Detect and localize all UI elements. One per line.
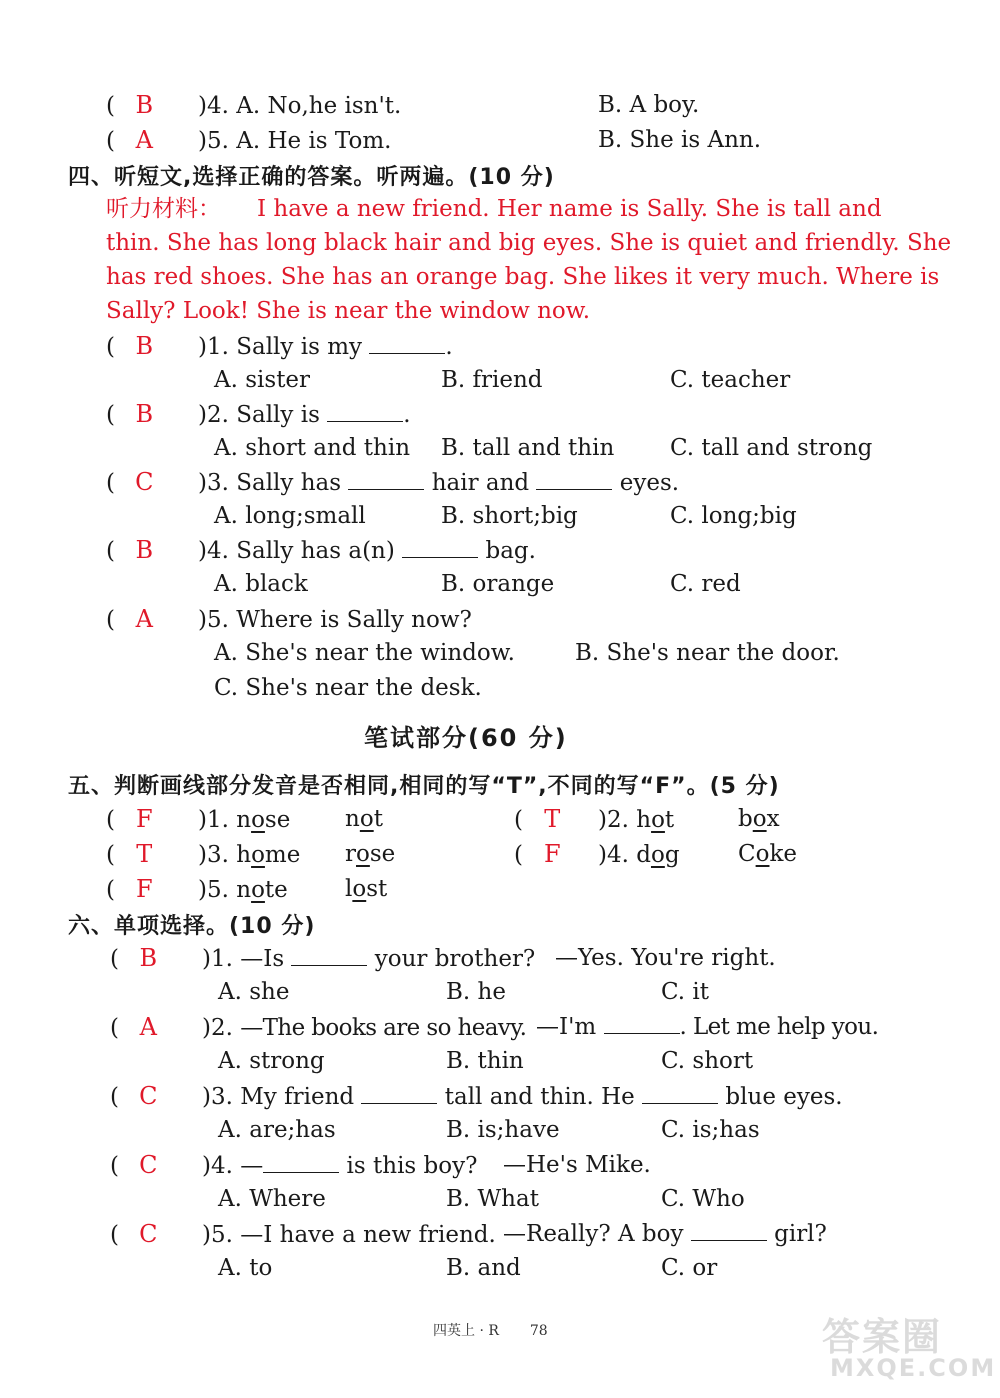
answer: T — [136, 840, 153, 868]
answer: A — [135, 605, 153, 633]
section-5-title: 五、判断画线部分发音是否相同,相同的写“T”,不同的写“F”。(5 分) — [68, 774, 780, 799]
page-footer — [433, 1320, 548, 1340]
blank — [642, 1083, 718, 1104]
sec4-q2-option-a: A. short and thin — [214, 435, 411, 461]
sec5-item-2-compare: box — [738, 806, 780, 832]
answer: C — [139, 1082, 158, 1110]
sec5-item-5: ( F )5. note — [106, 875, 288, 903]
sec6-q1-option-a: A. she — [218, 979, 290, 1005]
sec6-q4: ( C )4. — is this boy? — [110, 1151, 478, 1179]
sec5-item-4-compare: Coke — [738, 841, 798, 867]
sec6-q5-reply: —Really? A boy girl? — [503, 1221, 827, 1247]
answer: B — [135, 400, 154, 428]
sec6-q5-option-b: B. and — [446, 1255, 521, 1281]
answer: B — [135, 536, 154, 564]
sec4-q3: ( C )3. Sally has hair and eyes. — [106, 468, 680, 496]
sec5-item-4: ( F )4. dog — [514, 840, 680, 868]
sec6-q3: ( C )3. My friend tall and thin. He blue eyes. — [110, 1082, 843, 1110]
watermark-url: MXQE.COM — [830, 1354, 997, 1382]
sec6-q2-option-b: B. thin — [446, 1048, 524, 1074]
sec6-q5: ( C )5. —I have a new friend. — [110, 1220, 496, 1248]
sec6-q4-option-b: B. What — [446, 1186, 539, 1212]
sec5-item-2: ( T )2. hot — [514, 805, 675, 833]
answer: C — [135, 468, 154, 496]
sec6-q3-option-c: C. is;has — [661, 1117, 760, 1143]
word: note — [236, 877, 288, 903]
section-6-title: 六、单项选择。(10 分) — [68, 914, 316, 939]
sec6-q4-option-a: A. Where — [218, 1186, 326, 1212]
answer: A — [139, 1013, 157, 1041]
sec4-q5-option-c: C. She's near the desk. — [214, 675, 482, 701]
sec4-q1-option-b: B. friend — [441, 367, 543, 393]
section-4-title: 四、听短文,选择正确的答案。听两遍。(10 分) — [68, 165, 555, 190]
blank — [604, 1013, 680, 1034]
sec4-q3-option-a: A. long;small — [214, 503, 366, 529]
answer: B — [135, 91, 154, 119]
listening-line-4: Sally? Look! She is near the window now. — [106, 298, 591, 324]
sec4-q4: ( B )4. Sally has a(n) bag. — [106, 536, 536, 564]
sec4-q2-option-b: B. tall and thin — [441, 435, 615, 461]
written-part-title: 笔试部分(60 分) — [364, 724, 568, 752]
sec4-q1: ( B )1. Sally is my . — [106, 332, 453, 360]
sec4-q3-option-b: B. short;big — [441, 503, 578, 529]
answer: C — [139, 1151, 158, 1179]
answer: F — [543, 840, 561, 868]
footer-label: 四英上 · R — [433, 1323, 499, 1339]
answer: C — [139, 1220, 158, 1248]
sec6-q5-option-c: C. or — [661, 1255, 718, 1281]
answer: T — [544, 805, 561, 833]
blank — [361, 1083, 437, 1104]
word: home — [236, 842, 301, 868]
sec4-q1-option-a: A. sister — [214, 367, 311, 393]
blank — [348, 469, 424, 490]
watermark-logo: 答案圈 — [822, 1315, 943, 1359]
sec6-q2: ( A )2. —The books are so heavy. — [110, 1013, 527, 1041]
answer: F — [135, 875, 153, 903]
sec4-q1-option-c: C. teacher — [670, 367, 791, 393]
sec5-item-1-compare: not — [345, 806, 383, 832]
blank — [263, 1152, 339, 1173]
sec4-q5-option-b: B. She's near the door. — [575, 640, 840, 666]
answer: B — [135, 332, 154, 360]
sec6-q1-option-c: C. it — [661, 979, 709, 1005]
prev-q5: ( A )5. A. He is Tom. — [106, 126, 392, 154]
sec4-q3-option-c: C. long;big — [670, 503, 797, 529]
sec6-q2-reply: —I'm . Let me help you. — [536, 1014, 879, 1040]
answer: A — [135, 126, 153, 154]
word: dog — [636, 842, 680, 868]
blank — [327, 401, 403, 422]
sec6-q2-option-c: C. short — [661, 1048, 754, 1074]
prev-q4: ( B )4. A. No,he isn't. — [106, 91, 402, 119]
sec6-q4-option-c: C. Who — [661, 1186, 745, 1212]
sec6-q3-option-b: B. is;have — [446, 1117, 560, 1143]
sec5-item-3: ( T )3. home — [106, 840, 301, 868]
sec5-item-1: ( F )1. nose — [106, 805, 291, 833]
sec6-q5-option-a: A. to — [218, 1255, 273, 1281]
sec5-item-5-compare: lost — [345, 876, 388, 902]
listening-line-2: thin. She has long black hair and big eyes. She is quiet and friendly. She — [106, 230, 952, 256]
answer: F — [135, 805, 153, 833]
word: nose — [236, 807, 291, 833]
sec4-q2-option-c: C. tall and strong — [670, 435, 873, 461]
sec4-q5: ( A )5. Where is Sally now? — [106, 605, 472, 633]
blank — [691, 1220, 767, 1241]
sec6-q1-option-b: B. he — [446, 979, 506, 1005]
prev-q5-option-b: B. She is Ann. — [598, 127, 762, 153]
sec4-q2: ( B )2. Sally is . — [106, 400, 411, 428]
sec4-q4-option-b: B. orange — [441, 571, 555, 597]
sec4-q4-option-c: C. red — [670, 571, 741, 597]
listening-line-1: 听力材料： I have a new friend. Her name is Sally. She is tall and — [106, 196, 882, 222]
sec5-item-3-compare: rose — [345, 841, 396, 867]
sec6-q1: ( B )1. —Is your brother? — [110, 944, 536, 972]
blank — [536, 469, 612, 490]
page-number: 78 — [529, 1323, 548, 1339]
word: hot — [636, 807, 675, 833]
sec6-q1-reply: —Yes. You're right. — [555, 945, 776, 971]
listening-line-3: has red shoes. She has an orange bag. She likes it very much. Where is — [106, 264, 940, 290]
sec6-q3-option-a: A. are;has — [218, 1117, 336, 1143]
blank — [369, 333, 445, 354]
sec6-q4-reply: —He's Mike. — [503, 1152, 651, 1178]
sec4-q5-option-a: A. She's near the window. — [214, 640, 515, 666]
sec6-q2-option-a: A. strong — [218, 1048, 325, 1074]
prev-q4-option-b: B. A boy. — [598, 92, 700, 118]
answer: B — [139, 944, 158, 972]
blank — [402, 537, 478, 558]
sec4-q4-option-a: A. black — [214, 571, 308, 597]
blank — [291, 945, 367, 966]
